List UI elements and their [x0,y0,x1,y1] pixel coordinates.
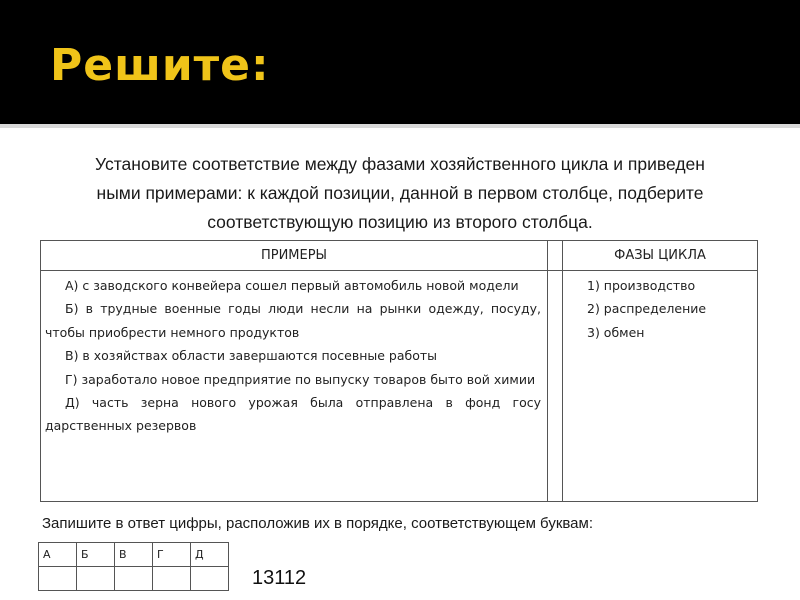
matching-table [40,240,758,502]
letter-cell: Г [153,543,191,567]
instruction-line: ными примерами: к каждой позиции, данной в первом столбце, подберите [96,183,704,203]
phase-item: 1) производство [587,278,696,293]
answer-table [38,542,229,591]
example-item-d: Д) часть зерна нового урожая была отправлена в фонд госу дарственных резервов [45,395,541,434]
phases-column [587,274,757,344]
answer-digits-row [39,567,229,591]
header-gap-cell [548,241,562,271]
digit-cell[interactable] [153,567,191,591]
example-item-b: Б) в трудные военные годы люди несли на рынки одежду, посуду, чтобы приобрести немного продуктов [45,301,541,340]
title-divider [0,124,800,128]
examples-header: ПРИМЕРЫ [41,241,547,271]
letter-cell: В [115,543,153,567]
column-divider [562,241,563,501]
example-item-g: Г) заработало новое предприятие по выпуску товаров быто вой химии [65,371,536,387]
instruction-line: Установите соответствие между фазами хозяйственного цикла и приведен [95,154,705,174]
answer-letters-row [39,543,229,567]
title-band [0,0,800,124]
phase-item: 2) распределение [587,301,707,317]
column-divider [547,241,548,501]
instruction-line: соответствующую позицию из второго столбца. [207,212,593,232]
slide-title: Решите: [50,40,270,91]
letter-cell: Б [77,543,115,567]
phase-item: 3) обмен [587,324,645,340]
digit-cell[interactable] [115,567,153,591]
phases-header: ФАЗЫ ЦИКЛА [563,241,757,271]
task-instructions [42,150,758,237]
digit-cell[interactable] [39,567,77,591]
digit-cell[interactable] [77,567,115,591]
answer-value: 13112 [252,567,307,589]
letter-cell: Д [191,543,229,567]
digit-cell[interactable] [191,567,229,591]
examples-column [45,274,541,438]
example-item-v: В) в хозяйствах области завершаются посевные работы [65,348,438,364]
example-item-a: А) с заводского конвейера сошел первый автомобиль новой модели [65,278,519,293]
letter-cell: А [39,543,77,567]
answer-instruction: Запишите в ответ цифры, расположив их в порядке, соответствующем буквам: [42,515,594,532]
